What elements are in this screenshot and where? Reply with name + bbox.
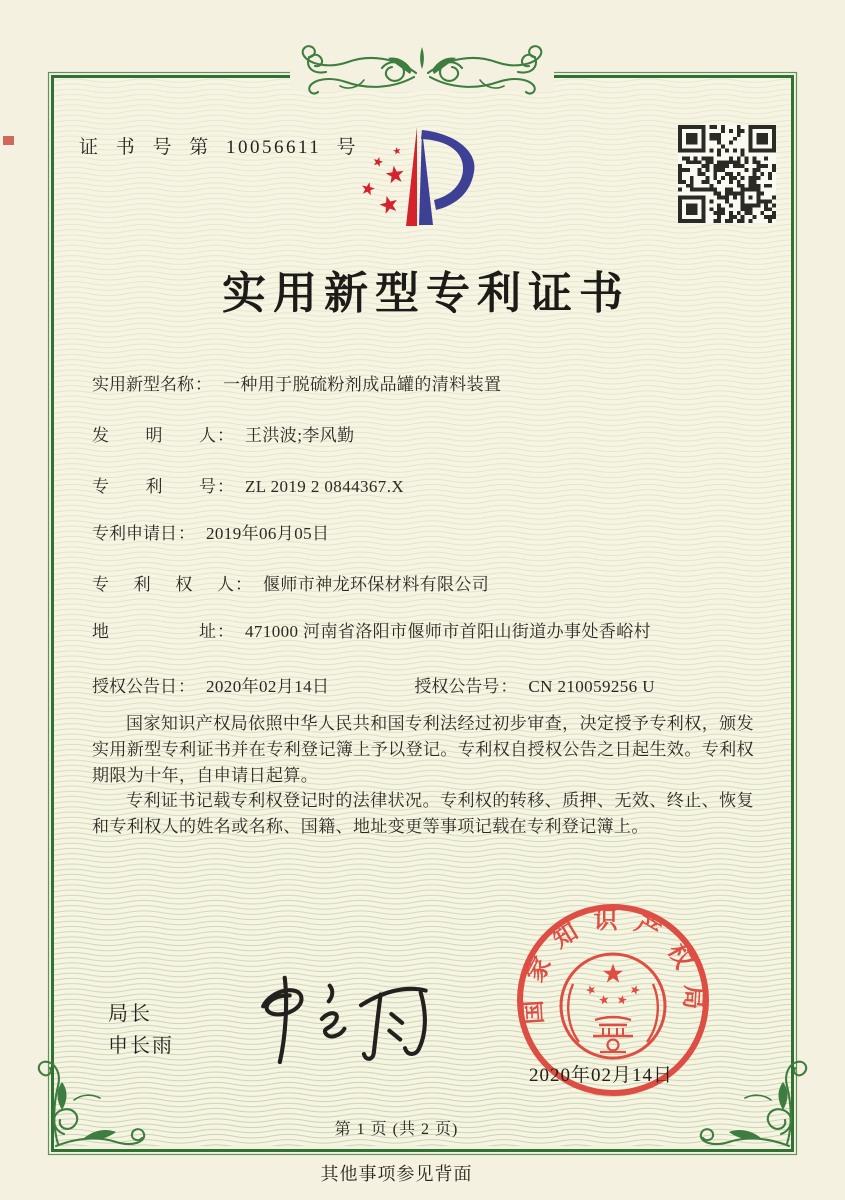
seal-date: 2020年02月14日 (528, 1065, 673, 1086)
seal-text: 国家知识产权局 (520, 908, 706, 1025)
field-colon: ： (217, 477, 234, 496)
certificate-title: 实用新型专利证书 (222, 269, 630, 318)
field-row-patentee (92, 570, 489, 596)
field-label: 专利号 (92, 477, 216, 496)
seal-emblem-stars (586, 964, 640, 1005)
body-paragraph-2: 专利证书记载专利权登记时的法律状况。专利权的转移、质押、无效、终止、恢复和专利权人的姓名或名称、国籍、地址变更等事项记载在专利登记簿上。 (92, 791, 754, 837)
signer-name: 申长雨 (108, 1035, 174, 1057)
field-colon: ： (500, 677, 518, 696)
body-paragraph-1: 国家知识产权局依照中华人民共和国专利法经过初步审查，决定授予专利权，颁发实用新型专利证书并在专利登记簿上予以登记。专利权自授权公告之日起生效。专利权期限为十年，自申请日起算。 (92, 714, 754, 785)
field-label: 实用新型名称 (92, 375, 194, 394)
qr-code (678, 125, 776, 223)
field-row-inventor (92, 421, 355, 447)
field-label-grant-number: 授权公告号 (414, 677, 500, 696)
field-label: 地址 (92, 622, 216, 641)
field-value: ZL 2019 2 0844367.X (245, 477, 405, 496)
field-colon: ： (195, 375, 212, 394)
field-row-grant-date (92, 672, 655, 698)
field-colon: ： (178, 524, 195, 543)
field-colon: ： (217, 622, 234, 641)
field-label: 授权公告日 (92, 677, 177, 696)
logo-stars (362, 147, 404, 214)
director-signature (228, 962, 453, 1070)
field-colon: ： (235, 575, 252, 594)
top-flourish-ornament (290, 46, 554, 93)
field-value-grant-number: CN 210059256 U (528, 677, 655, 696)
field-row-invention-name (92, 370, 501, 396)
field-label: 发明人 (92, 426, 216, 445)
field-value: 471000 河南省洛阳市偃师市首阳山街道办事处香峪村 (245, 622, 652, 641)
field-label: 专利权人 (92, 575, 234, 594)
signer-title: 局长 (108, 1003, 152, 1025)
field-value: 偃师市神龙环保材料有限公司 (263, 575, 490, 594)
cnipa-logo (353, 121, 498, 229)
field-value: 王洪波;李风勤 (245, 426, 355, 445)
page-number: 第 1 页 (共 2 页) (334, 1121, 459, 1138)
field-row-filing-date (92, 519, 329, 545)
field-value: 一种用于脱硫粉剂成品罐的清料装置 (223, 375, 502, 394)
back-side-note: 其他事项参见背面 (320, 1164, 473, 1184)
scan-mark (3, 136, 14, 145)
body-text (92, 711, 754, 840)
field-value: 2020年02月14日 (206, 677, 330, 696)
field-row-address (92, 617, 651, 643)
field-colon: ： (217, 426, 234, 445)
field-value: 2019年06月05日 (206, 524, 330, 543)
field-label: 专利申请日 (92, 524, 177, 543)
field-row-patent-number (92, 472, 404, 498)
field-colon: ： (178, 677, 195, 696)
certificate-number: 证 书 号 第 10056611 号 (79, 137, 359, 158)
